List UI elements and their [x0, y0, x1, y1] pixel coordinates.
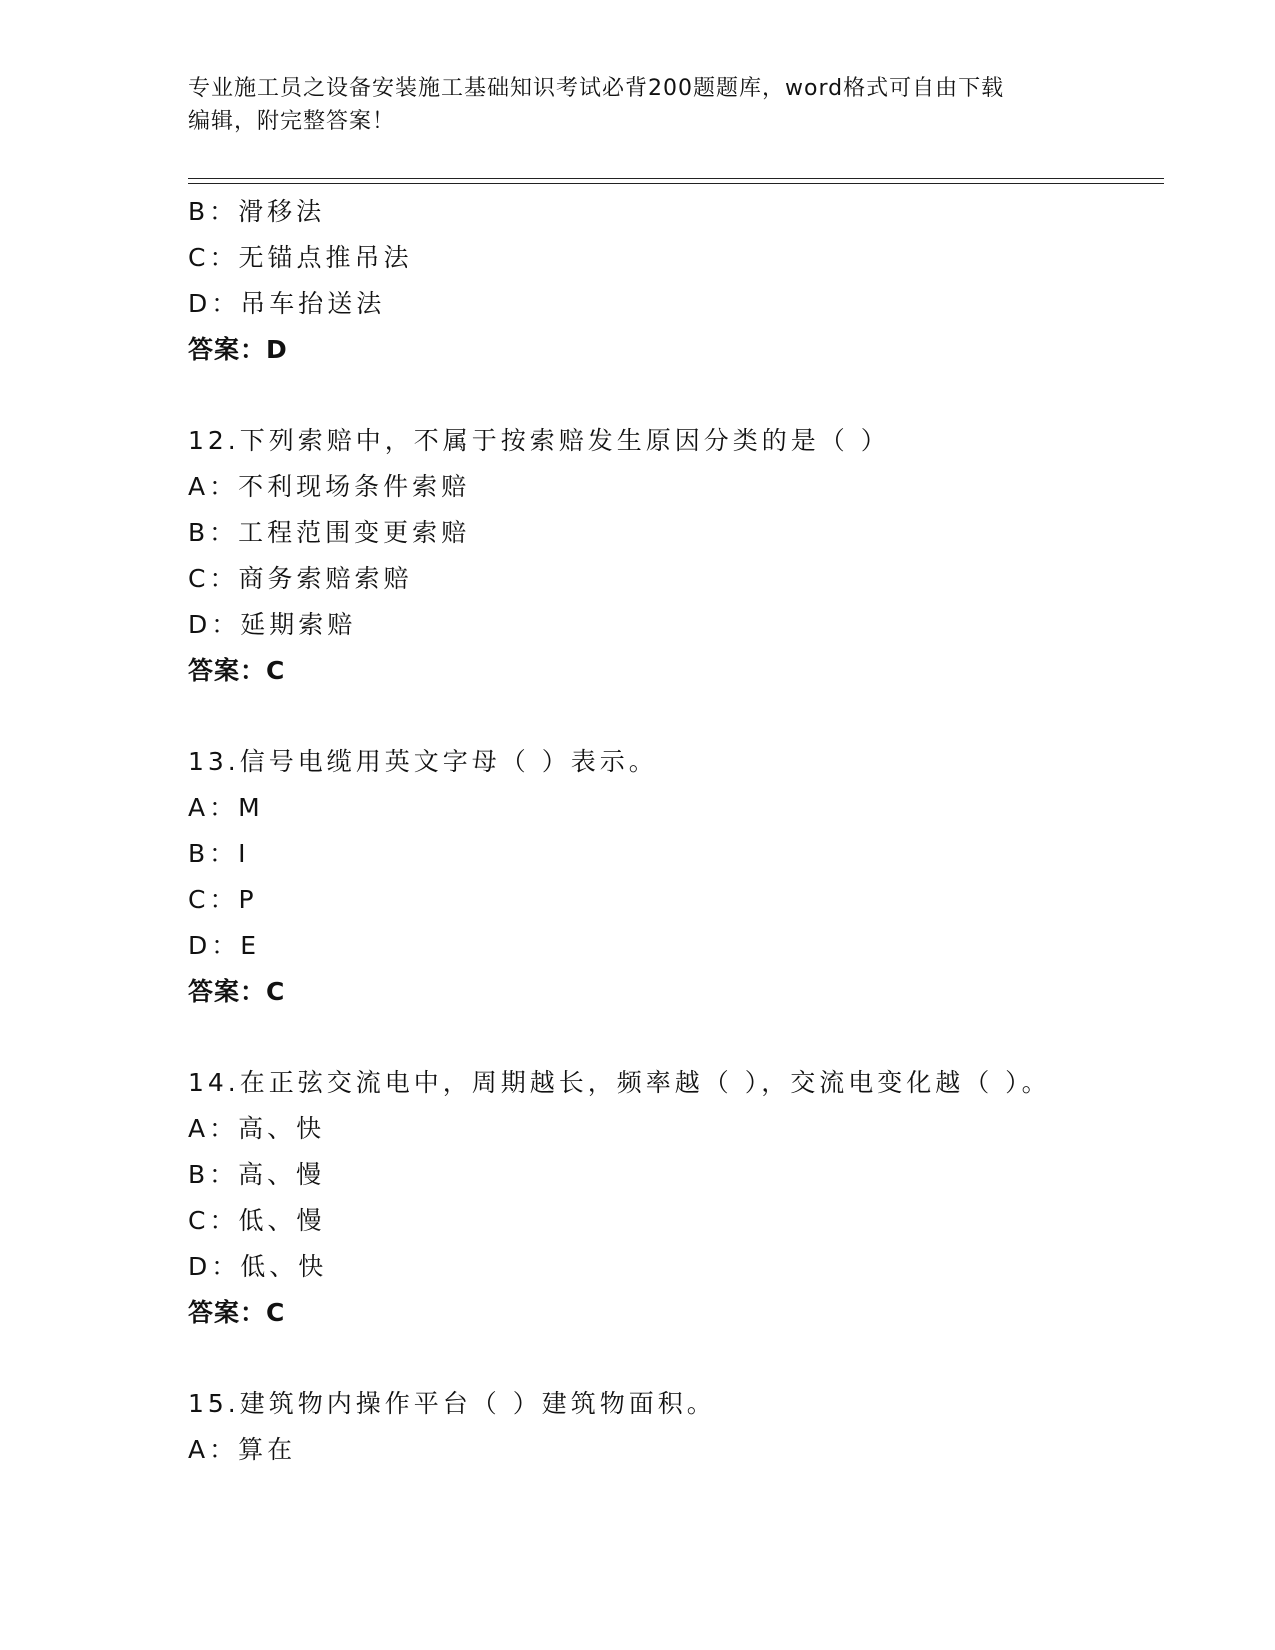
- option-b: B：工程范围变更索赔: [188, 518, 471, 547]
- option-c: C：P: [188, 885, 258, 914]
- block-spacer: [188, 373, 1164, 418]
- option-b: B：I: [188, 839, 250, 868]
- header-title-line-2: 编辑，附完整答案！: [188, 109, 396, 134]
- answer-line: 答案：C: [188, 656, 286, 685]
- document-header: [188, 72, 1088, 138]
- question-text: 15.建筑物内操作平台（ ）建筑物面积。: [188, 1389, 716, 1418]
- question-text: 14.在正弦交流电中，周期越长，频率越（ ），交流电变化越（ ）。: [188, 1068, 1051, 1097]
- option-c: C：商务索赔索赔: [188, 564, 413, 593]
- question-block-15: [188, 1381, 1164, 1473]
- block-spacer: [188, 694, 1164, 739]
- header-title-line-1: 专业施工员之设备安装施工基础知识考试必背200题题库，word格式可自由下载: [188, 76, 1005, 101]
- option-c: C：低、慢: [188, 1206, 326, 1235]
- header-divider-top: [188, 178, 1164, 179]
- answer-line: 答案：C: [188, 1298, 286, 1327]
- option-d: D：低、快: [188, 1252, 328, 1281]
- option-c: C：无锚点推吊法: [188, 243, 413, 272]
- option-a: A：算在: [188, 1435, 297, 1464]
- answer-line: 答案：D: [188, 335, 288, 364]
- question-block-14: [188, 1060, 1164, 1336]
- question-block-12: [188, 418, 1164, 694]
- option-d: D：延期索赔: [188, 610, 357, 639]
- question-text: 12.下列索赔中，不属于按索赔发生原因分类的是（ ）: [188, 426, 890, 455]
- option-a: A：不利现场条件索赔: [188, 472, 471, 501]
- option-a: A：M: [188, 793, 264, 822]
- question-block-11: [188, 189, 1164, 373]
- option-b: B：滑移法: [188, 197, 326, 226]
- question-list: [188, 189, 1164, 1473]
- block-spacer: [188, 1015, 1164, 1060]
- question-block-13: [188, 739, 1164, 1015]
- header-divider-bottom: [188, 183, 1164, 184]
- option-a: A：高、快: [188, 1114, 326, 1143]
- option-b: B：高、慢: [188, 1160, 326, 1189]
- option-d: D：E: [188, 931, 261, 960]
- question-text: 13.信号电缆用英文字母（ ）表示。: [188, 747, 658, 776]
- option-d: D：吊车抬送法: [188, 289, 386, 318]
- block-spacer: [188, 1336, 1164, 1381]
- answer-line: 答案：C: [188, 977, 286, 1006]
